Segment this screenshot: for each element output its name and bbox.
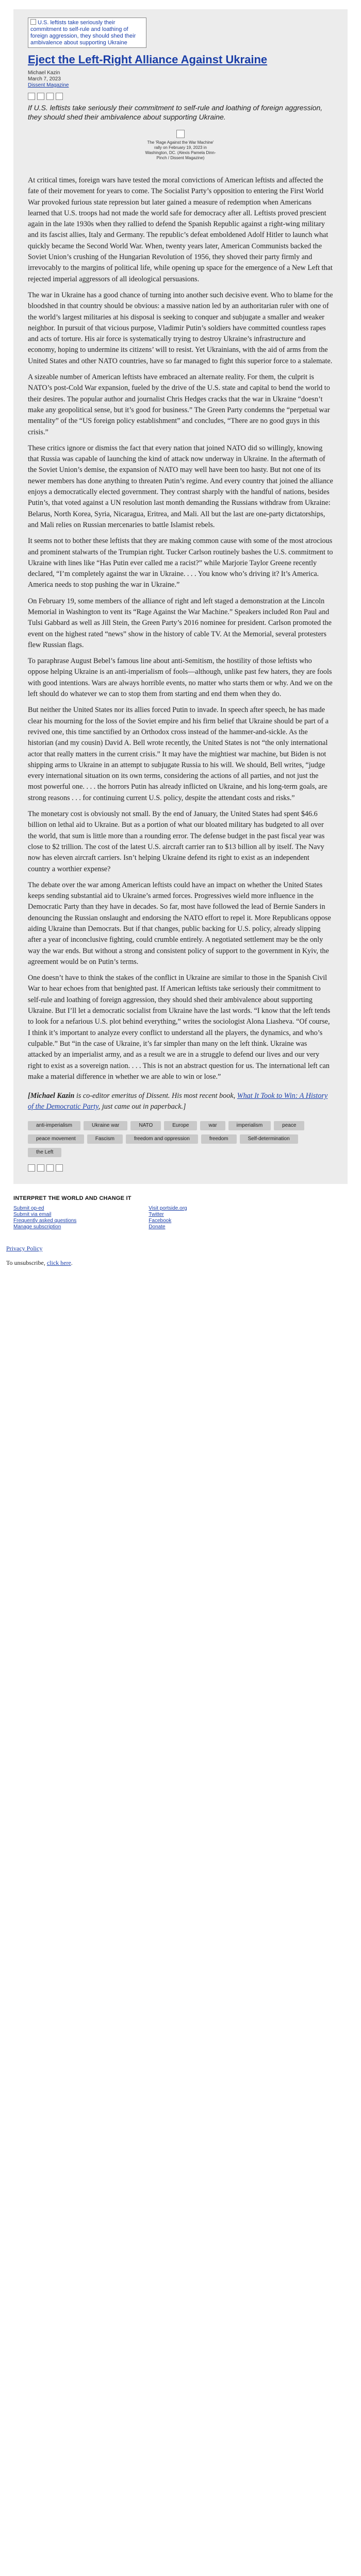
photo-icon [176, 130, 185, 138]
unsubscribe-line: To unsubscribe, click here. [6, 1259, 73, 1266]
article-figure [144, 130, 217, 161]
article-body [28, 175, 333, 1113]
interpret-right-col [149, 1206, 187, 1230]
tag[interactable]: Ukraine war [84, 1121, 127, 1130]
submit-email-link[interactable]: Submit via email [13, 1211, 52, 1217]
bottom-links [6, 1245, 355, 1266]
figure-caption: The 'Rage Against the War Machine' rally on February 19, 2023 in Washington, DC. (Alexis Pamela Dinn-Pinch / Dissent Magazine) [145, 140, 216, 160]
article-author: Michael Kazin [28, 70, 60, 76]
paragraph: At critical times, foreign wars have tested the moral convictions of American leftists and affected the fate of their movement for years to come. The Socialist Party’s opposition to entering the First World War provoked furious state repression but later gained a measure of redemption when Americans learned that U.S. troops had not made the world safe for democracy after all. Leftists proved prescient again in the late 1930s when they rallied to defend the Spanish Republic against a right-wing military and its fascist allies, Italy and Germany. The republic’s defeat emboldened Adolf Hitler to launch what quickly became the Second World War. When, twenty years later, American Communists backed the Soviet Union’s crushing of the Hungarian Revolution of 1956, they shoved their party firmly and irrevocably to the margins of political life, while opening up space for the emergence of a New Left that rejected imperial aggressors of all ideological persuasions. [28, 176, 333, 283]
tag[interactable]: anti-imperialism [28, 1121, 80, 1130]
share-bar [28, 93, 333, 100]
tag[interactable]: the Left [28, 1148, 61, 1157]
twitter-icon[interactable] [37, 93, 44, 100]
tag[interactable]: Self-determination [240, 1134, 298, 1144]
tag[interactable]: imperialism [228, 1121, 271, 1130]
tag-list [28, 1120, 333, 1160]
twitter-link[interactable]: Twitter [149, 1211, 164, 1217]
tag[interactable]: freedom and oppression [126, 1134, 198, 1144]
article-date: March 7, 2023 [28, 76, 61, 82]
bio-name: [Michael Kazin [28, 1092, 75, 1100]
paragraph: One doesn’t have to think the stakes of the conflict in Ukraine are similar to those in the Spanish Civil War to hear echoes from that benighted past. If American leftists take seriously their commitment to self-rule and loathing of foreign aggression, they should shed their ambivalence about supporting Ukraine. But I’ll let a democratic socialist from Ukraine have the last words. “I know that the left tends to look for a nefarious U.S. plot behind everything,” writes the sociologist Alona Liasheva. “Of course, I think it’s important to analyze every conflict to understand all the players, the dynamics, and who’s culpable.” But “in the case of Ukraine, it’s far simpler than many on the left think. Ukraine was attacked by an imperialist army, and as a result we are in a struggle to defend our lives and our very right to exist as a sovereign nation. . . . This is not an abstract question for us. The international left can make a material difference in whether we are able to win or lose.” [28, 974, 331, 1081]
portside-link[interactable]: Visit portside.org [149, 1205, 187, 1211]
paragraph: The war in Ukraine has a good chance of turning into another such decisive event. Who to blame for the bloodshed in that country should be obvious: a massive nation led by an authoritarian ruler with one of the world’s largest militaries at his disposal is seeking to conquer and subjugate a smaller and weaker neighbor. In pursuit of that vicious purpose, Vladimir Putin’s soldiers have committed countless rapes and acts of torture. His air force is systematically trying to destroy Ukraine’s infrastructure and economy, hoping to undermine its citizens’ will to resist. Yet Ukrainians, with the aid of arms from the United States and other NATO countries, have so far managed to fight this superior force to a stalemate. [28, 291, 333, 365]
book-link[interactable]: What It Took to Win: A History of the Democratic Party [28, 1092, 328, 1111]
paragraph: To paraphrase August Bebel’s famous line about anti-Semitism, the hostility of those leftists who oppose helping Ukraine is an anti-imperialism of fools—although, unlike past few haters, they are fools with good intentions. Wars are always horrible events, no matter who starts them or why. And we on the left should do whatever we can to stop them from starting and end them when they do. [28, 657, 333, 699]
unsubscribe-link[interactable]: click here [46, 1259, 71, 1266]
unsubscribe-text: To unsubscribe, [6, 1259, 45, 1266]
facebook-icon[interactable] [28, 93, 35, 100]
submit-op-ed-link[interactable]: Submit op-ed [13, 1205, 44, 1211]
article-title[interactable]: Eject the Left-Right Alliance Against Ukraine [28, 53, 268, 66]
faq-link[interactable]: Frequently asked questions [13, 1217, 77, 1224]
print-icon[interactable] [56, 1164, 63, 1172]
manage-subscription-link[interactable]: Manage subscription [13, 1224, 61, 1230]
bio-end: , just came out in paperback.] [98, 1103, 186, 1111]
tag[interactable]: war [200, 1121, 225, 1130]
privacy-policy-link[interactable]: Privacy Policy [6, 1244, 43, 1252]
footer-share-bar [28, 1164, 333, 1172]
email-icon[interactable] [46, 93, 54, 100]
paragraph: On February 19, some members of the alliance of right and left staged a demonstration at the Lincoln Memorial in Washington to vent its “Rage Against the War Machine.” Speakers included Ron Paul and Tulsi Gabbard as well as Jill Stein, the Green Party’s 2016 nominee for president. Carlson promoted the event on the highest rated “news” show in the history of cable TV. At the Memorial, several protesters flew Russian flags. [28, 597, 332, 649]
tag[interactable]: Fascism [87, 1134, 123, 1144]
tag[interactable]: Europe [164, 1121, 197, 1130]
publication-link[interactable]: Dissent Magazine [28, 82, 69, 88]
interpret-left-col [13, 1206, 76, 1230]
donate-link[interactable]: Donate [149, 1224, 166, 1230]
broken-image-icon [30, 19, 36, 25]
paragraph: But neither the United States nor its allies forced Putin to invade. In speech after speech, he has made clear his mourning for the loss of the Soviet empire and his firm belief that Ukraine should be part of a revived one, this time sanctified by an Orthodox cross instead of the hammer-and-sickle. As the historian (and my cousin) David A. Bell wrote recently, the United States is not “the only international actor that really matters in the current crisis.” It may have the mightiest war machine, but Biden is not shipping arms to Ukraine in an attempt to subjugate Russia to his will. We should, Bell writes, “judge every international situation on its own terms, considering the actions of all parties, and not just the most powerful one. . . . the horrors Putin has already inflicted on Ukraine, and his long-term goals, are strong reasons . . . for continuing current U.S. policy, despite the attendant costs and risks.” [28, 706, 329, 802]
twitter-icon[interactable] [37, 1164, 44, 1172]
interpret-section [13, 1195, 348, 1230]
article-dek: If U.S. leftists take seriously their commitment to self-rule and loathing of foreign aggression, they should shed their ambivalence about supporting Ukraine. [28, 104, 323, 121]
bio-text: is co-editor emeritus of Dissent. His most recent book, [74, 1092, 237, 1100]
tag[interactable]: NATO [130, 1121, 161, 1130]
hero-image-alt [28, 18, 146, 48]
print-icon[interactable] [56, 93, 63, 100]
paragraph: These critics ignore or dismiss the fact that every nation that joined NATO did so willingly, knowing that Russia was capable of launching the kind of attack now underway in Ukraine. In the aftermath of the Soviet Union’s demise, the expansion of NATO may well have been too hasty. But not one of its newer members has done anything to threaten Putin’s regime. And every country that joined the alliance enjoys a democratically elected government. They contrast sharply with the handful of nations, besides Putin’s, that voted against a UN resolution last month demanding the Russians withdraw from Ukraine: Belarus, North Korea, Syria, Nicaragua, Eritrea, and Mali. All but the last are one-party dictatorships, and Mali relies on Russian mercenaries to battle Islamist rebels. [28, 444, 333, 529]
hero-alt-text: U.S. leftists take seriously their commitment to self-rule and loathing of foreign aggression, they should shed their ambivalence about supporting Ukraine [30, 20, 136, 46]
facebook-icon[interactable] [28, 1164, 35, 1172]
email-icon[interactable] [46, 1164, 54, 1172]
page [0, 9, 361, 1266]
interpret-heading: INTERPRET THE WORLD AND CHANGE IT [13, 1195, 132, 1201]
tag[interactable]: freedom [201, 1134, 237, 1144]
article-card [13, 9, 348, 1184]
facebook-link[interactable]: Facebook [149, 1217, 172, 1224]
paragraph: A sizeable number of American leftists have embraced an alternate reality. For them, the culprit is NATO’s post-Cold War expansion, fueled by the drive of the U.S. state and capital to bend the world to their desires. The popular author and journalist Chris Hedges cracks that the war in Ukraine “doesn’t make any geopolitical sense, but it’s good for business.” The Green Party condemns the “perpetual war mentality” of the “US foreign policy establishment” and concludes, “There are no good guys in this crisis.” [28, 373, 330, 436]
author-bio [28, 1091, 333, 1113]
paragraph: The monetary cost is obviously not small. By the end of January, the United States had spent $46.6 billion on lethal aid to Ukraine. But as a portion of what our bloated military has budgeted to all over the world, that sum is little more than a rounding error. The defense budget in the past fiscal year was close to $2 trillion. The cost of the latest U.S. aircraft carrier ran to $13 billion all by itself. The Navy now has eleven aircraft carriers. Isn’t helping Ukraine defend its right to exist as an independent country a worthier expense? [28, 810, 325, 873]
tag[interactable]: peace [274, 1121, 304, 1130]
paragraph: It seems not to bother these leftists that they are making common cause with some of the most atrocious and prominent stalwarts of the Trumpian right. Tucker Carlson routinely bashes the U.S. commitment to Ukraine with lines like “Has Putin ever called me a racist?” while Marjorie Taylor Greene recently declared, “I’m completely against the war in Ukraine. . . . You know who’s driving it? It’s America. America needs to stop pushing the war in Ukraine.” [28, 537, 333, 589]
paragraph: The debate over the war among American leftists could have an impact on whether the United States keeps sending substantial aid to Ukraine’s armed forces. Progressives wield more influence in the Democratic Party than they have in decades. So far, most have followed the lead of Bernie Sanders in denouncing the Russian onslaught and endorsing the NATO effort to repel it. More Republicans oppose aiding Ukraine than Democrats. But if that changes, public backing for U.S. policy, already slipping after a year of inconclusive fighting, could crumble entirely. A negotiated settlement may be the only way the war ends. But without a strong and consistent policy of support to the government in Kyiv, the agreement would be on Putin’s terms. [28, 880, 331, 966]
tag[interactable]: peace movement [28, 1134, 84, 1144]
